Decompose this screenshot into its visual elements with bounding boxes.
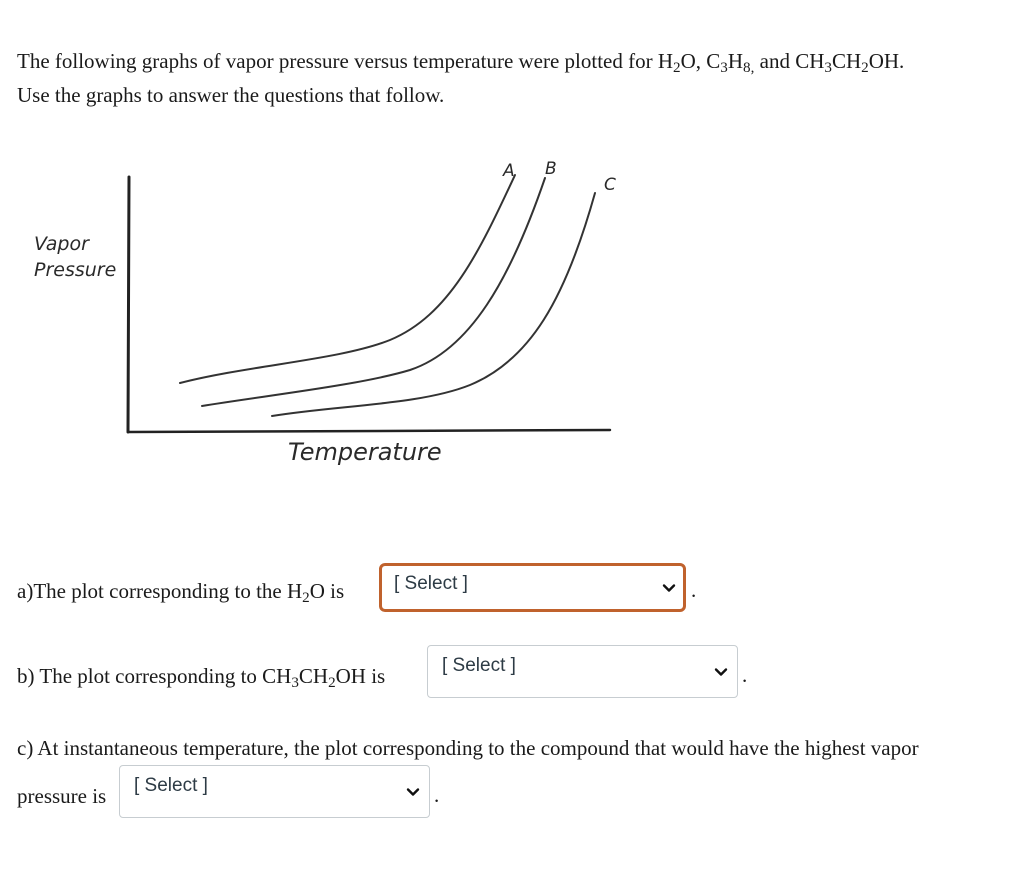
answer-c-dropdown[interactable] xyxy=(119,765,430,818)
question-a: a)The plot corresponding to the $H_2O$ is xyxy=(17,579,345,607)
period-b: . xyxy=(742,663,748,687)
answer-c-selected-value: [ Select ] xyxy=(134,775,208,796)
answer-b-selected-value: [ Select ] xyxy=(442,655,516,676)
x-axis xyxy=(128,430,610,432)
period-c: . xyxy=(434,783,440,807)
answer-a-dropdown[interactable] xyxy=(379,563,686,612)
curve-label-a: A xyxy=(503,161,515,181)
intro-line-1: The following graphs of vapor pressure versus temperature were plotted for $H_2O$, $C_3H_{8,}$ and $CH_3CH_2OH$. xyxy=(17,49,905,77)
x-axis-label: Temperature xyxy=(288,438,442,466)
question-b: b) The plot corresponding to $CH_3CH_2OH$ is xyxy=(17,664,386,692)
curve-label-b: B xyxy=(545,159,557,179)
vapor-pressure-graph xyxy=(20,150,640,480)
curve-a xyxy=(180,175,515,383)
intro-text xyxy=(17,44,1007,112)
period-a: . xyxy=(691,578,697,602)
chevron-down-icon xyxy=(661,580,677,596)
answer-b-dropdown[interactable] xyxy=(427,645,738,698)
curve-c xyxy=(272,193,595,416)
curve-label-c: C xyxy=(604,175,616,195)
y-axis xyxy=(128,177,129,432)
chevron-down-icon xyxy=(713,664,729,680)
question-c-line-2: pressure is xyxy=(17,784,107,808)
y-axis-label-line-2: Pressure xyxy=(34,259,117,281)
y-axis-label-line-1: Vapor xyxy=(34,233,89,255)
answer-a-selected-value: [ Select ] xyxy=(394,573,468,594)
intro-line-2: Use the graphs to answer the questions that follow. xyxy=(17,83,445,107)
graph-image xyxy=(20,150,640,480)
question-c-line-1: c) At instantaneous temperature, the plot corresponding to the compound that would have the highest vapor xyxy=(17,736,919,760)
chevron-down-icon xyxy=(405,784,421,800)
